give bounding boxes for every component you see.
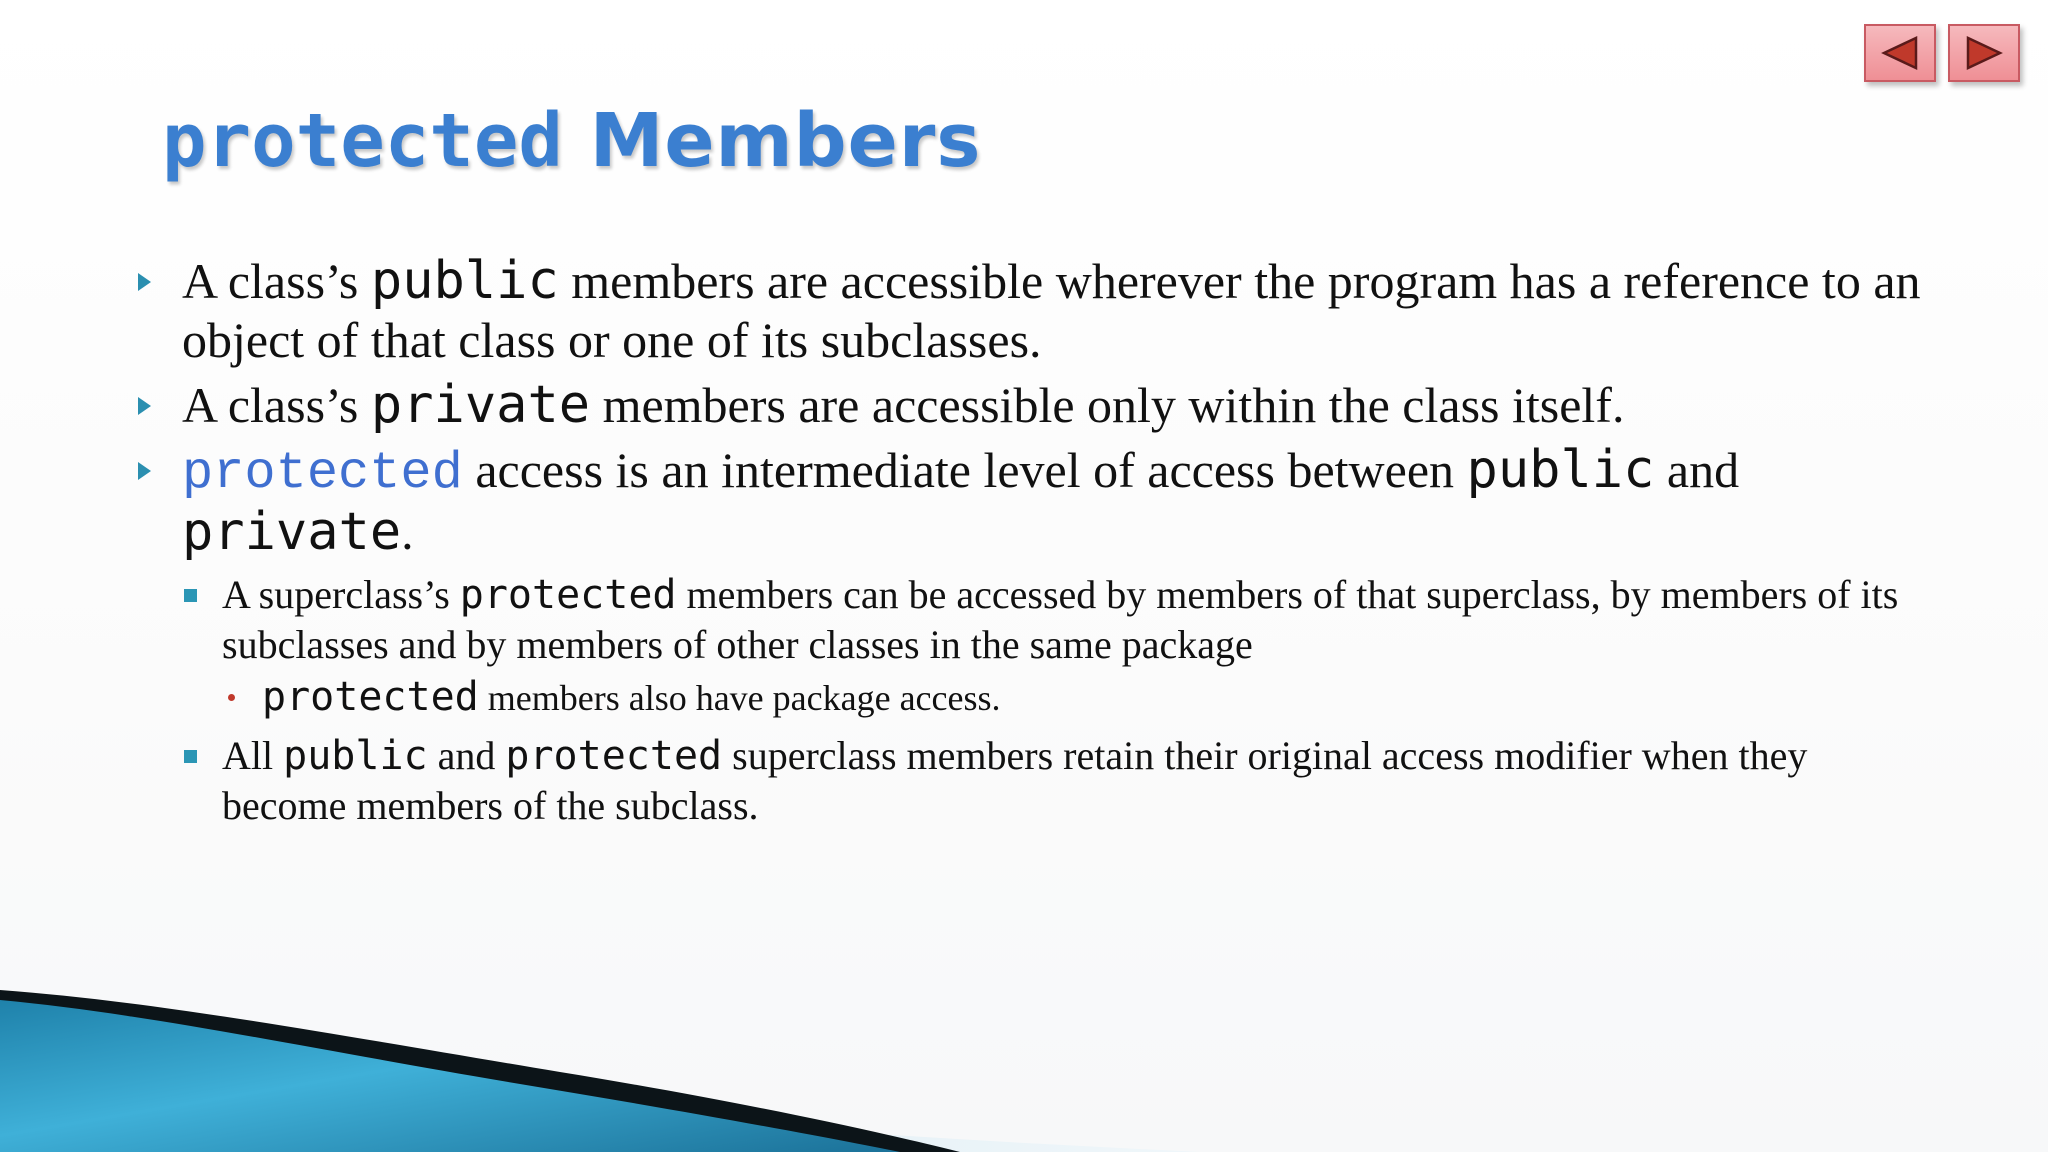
- code-keyword: protected: [182, 444, 463, 503]
- triangle-left-icon: [1878, 35, 1922, 71]
- code-keyword: private: [370, 375, 591, 435]
- triangle-bullet-icon: [138, 273, 151, 291]
- bullet-text: .: [401, 504, 414, 560]
- bullet-private-members: [136, 376, 1936, 435]
- triangle-bullet-icon: [138, 397, 151, 415]
- title-text: Members: [589, 98, 982, 184]
- bullet-text: superclass members retain their original access modifier when they become members of the subclass.: [222, 733, 1808, 828]
- slide-navigation: [1864, 24, 2020, 82]
- bullet-text: and: [1654, 442, 1740, 498]
- bullet-text: All: [222, 733, 284, 778]
- decorative-swoosh: [0, 972, 2048, 1152]
- code-keyword: protected: [505, 733, 723, 779]
- sub-bullet-access-retained: [182, 731, 1936, 831]
- code-keyword: protected: [262, 674, 479, 720]
- square-bullet-icon: [184, 750, 197, 763]
- title-code-word: protected: [162, 98, 563, 184]
- bullet-text: access is an intermediate level of access between: [462, 442, 1467, 498]
- slide-title: [162, 98, 981, 184]
- bullet-text: members are accessible wherever the program has a reference to an object of that class or one of its subclasses.: [182, 253, 1921, 368]
- square-bullet-icon: [184, 589, 197, 602]
- bullet-public-members: [136, 252, 1936, 370]
- bullet-text: members can be accessed by members of that superclass, by members of its subclasses and by members of other classes in the same package: [222, 572, 1899, 667]
- bullet-protected-access: [136, 441, 1936, 562]
- code-keyword: public: [283, 733, 428, 779]
- bullet-text: A superclass’s: [222, 572, 460, 617]
- dot-bullet-icon: [228, 694, 235, 701]
- triangle-right-icon: [1962, 35, 2006, 71]
- code-keyword: public: [370, 251, 559, 311]
- sub-sub-bullet-package-access: [222, 672, 1936, 723]
- next-slide-button[interactable]: [1948, 24, 2020, 82]
- bullet-text: and: [427, 733, 506, 778]
- bullet-text: members also have package access.: [478, 678, 1001, 718]
- bullet-list: [136, 252, 1936, 831]
- bullet-text: A class’s: [182, 253, 371, 309]
- bullet-text: A class’s: [182, 377, 371, 433]
- triangle-bullet-icon: [138, 462, 151, 480]
- sub-bullet-superclass-protected: [182, 570, 1936, 670]
- code-keyword: protected: [459, 572, 677, 618]
- code-keyword: public: [1466, 440, 1655, 500]
- bullet-text: members are accessible only within the class itself.: [590, 377, 1625, 433]
- previous-slide-button[interactable]: [1864, 24, 1936, 82]
- code-keyword: private: [182, 502, 402, 562]
